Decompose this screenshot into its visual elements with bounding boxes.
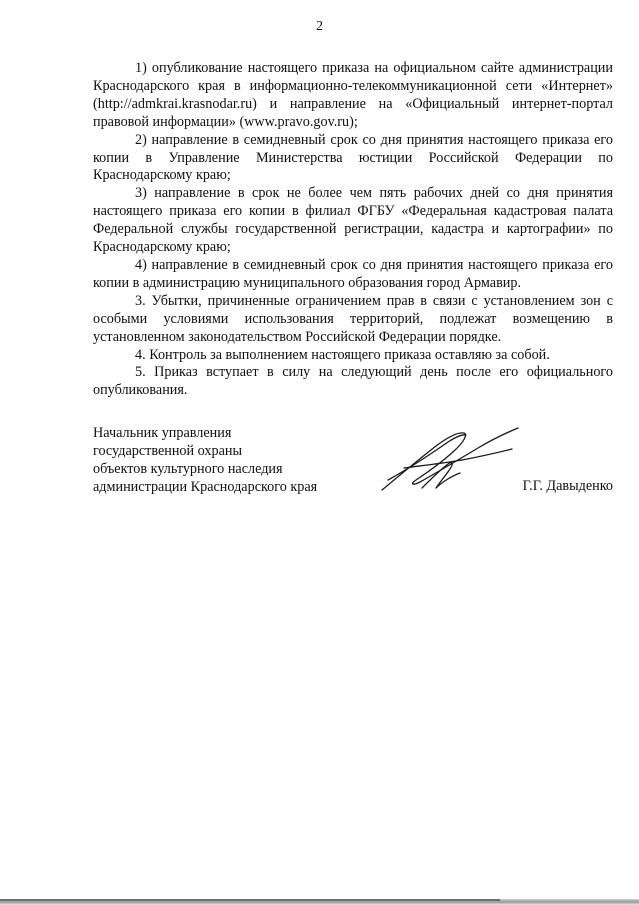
document-body — [93, 60, 613, 400]
scan-bottom-edge — [0, 899, 500, 901]
paragraph-cadastral-chamber: 3) направление в срок не более чем пять рабочих дней со дня принятия настоящего приказа его копии в филиал ФГБУ «Федеральная кадастровая палата Федеральной службы государственной регистрации, кадастра и картографии» по Краснодарскому краю; — [93, 185, 613, 256]
paragraph-entry-into-force: 5. Приказ вступает в силу на следующий день после его официального опубликования. — [93, 364, 613, 399]
paragraph-justice-ministry: 2) направление в семидневный срок со дня принятия настоящего приказа его копии в Управление Министерства юстиции Российской Федерации по Краснодарскому краю; — [93, 131, 613, 184]
signer-name: Г.Г. Давыденко — [522, 478, 613, 494]
handwritten-signature — [378, 420, 523, 495]
signer-title-line: Начальник управления — [93, 425, 232, 441]
page-number: 2 — [316, 19, 323, 34]
paragraph-control: 4. Контроль за выполнением настоящего приказа оставляю за собой. — [135, 346, 550, 363]
signature-block — [93, 425, 613, 515]
signer-title — [93, 425, 317, 497]
signer-title-line: администрации Краснодарского края — [93, 478, 318, 495]
paragraph-publication: 1) опубликование настоящего приказа на официальном сайте администрации Краснодарского края в информационно-телекоммуникационной сети «Интернет» (http://admkrai.krasnodar.ru) и направление на «Официальный интернет-портал правовой информации» (www.pravo.gov.ru); — [93, 60, 613, 130]
signer-title-line: государственной охраны — [93, 442, 243, 459]
signer-title-line: объектов культурного наследия — [93, 460, 283, 477]
paragraph-armavir-administration: 4) направление в семидневный срок со дня принятия настоящего приказа его копии в администрацию муниципального образования город Армавир. — [93, 256, 613, 291]
paragraph-losses: 3. Убытки, причиненные ограничением прав в связи с установлением зон с особыми условиями использования территорий, подлежат возмещению в установленном законодательством Российской Федерации порядке. — [93, 292, 613, 345]
